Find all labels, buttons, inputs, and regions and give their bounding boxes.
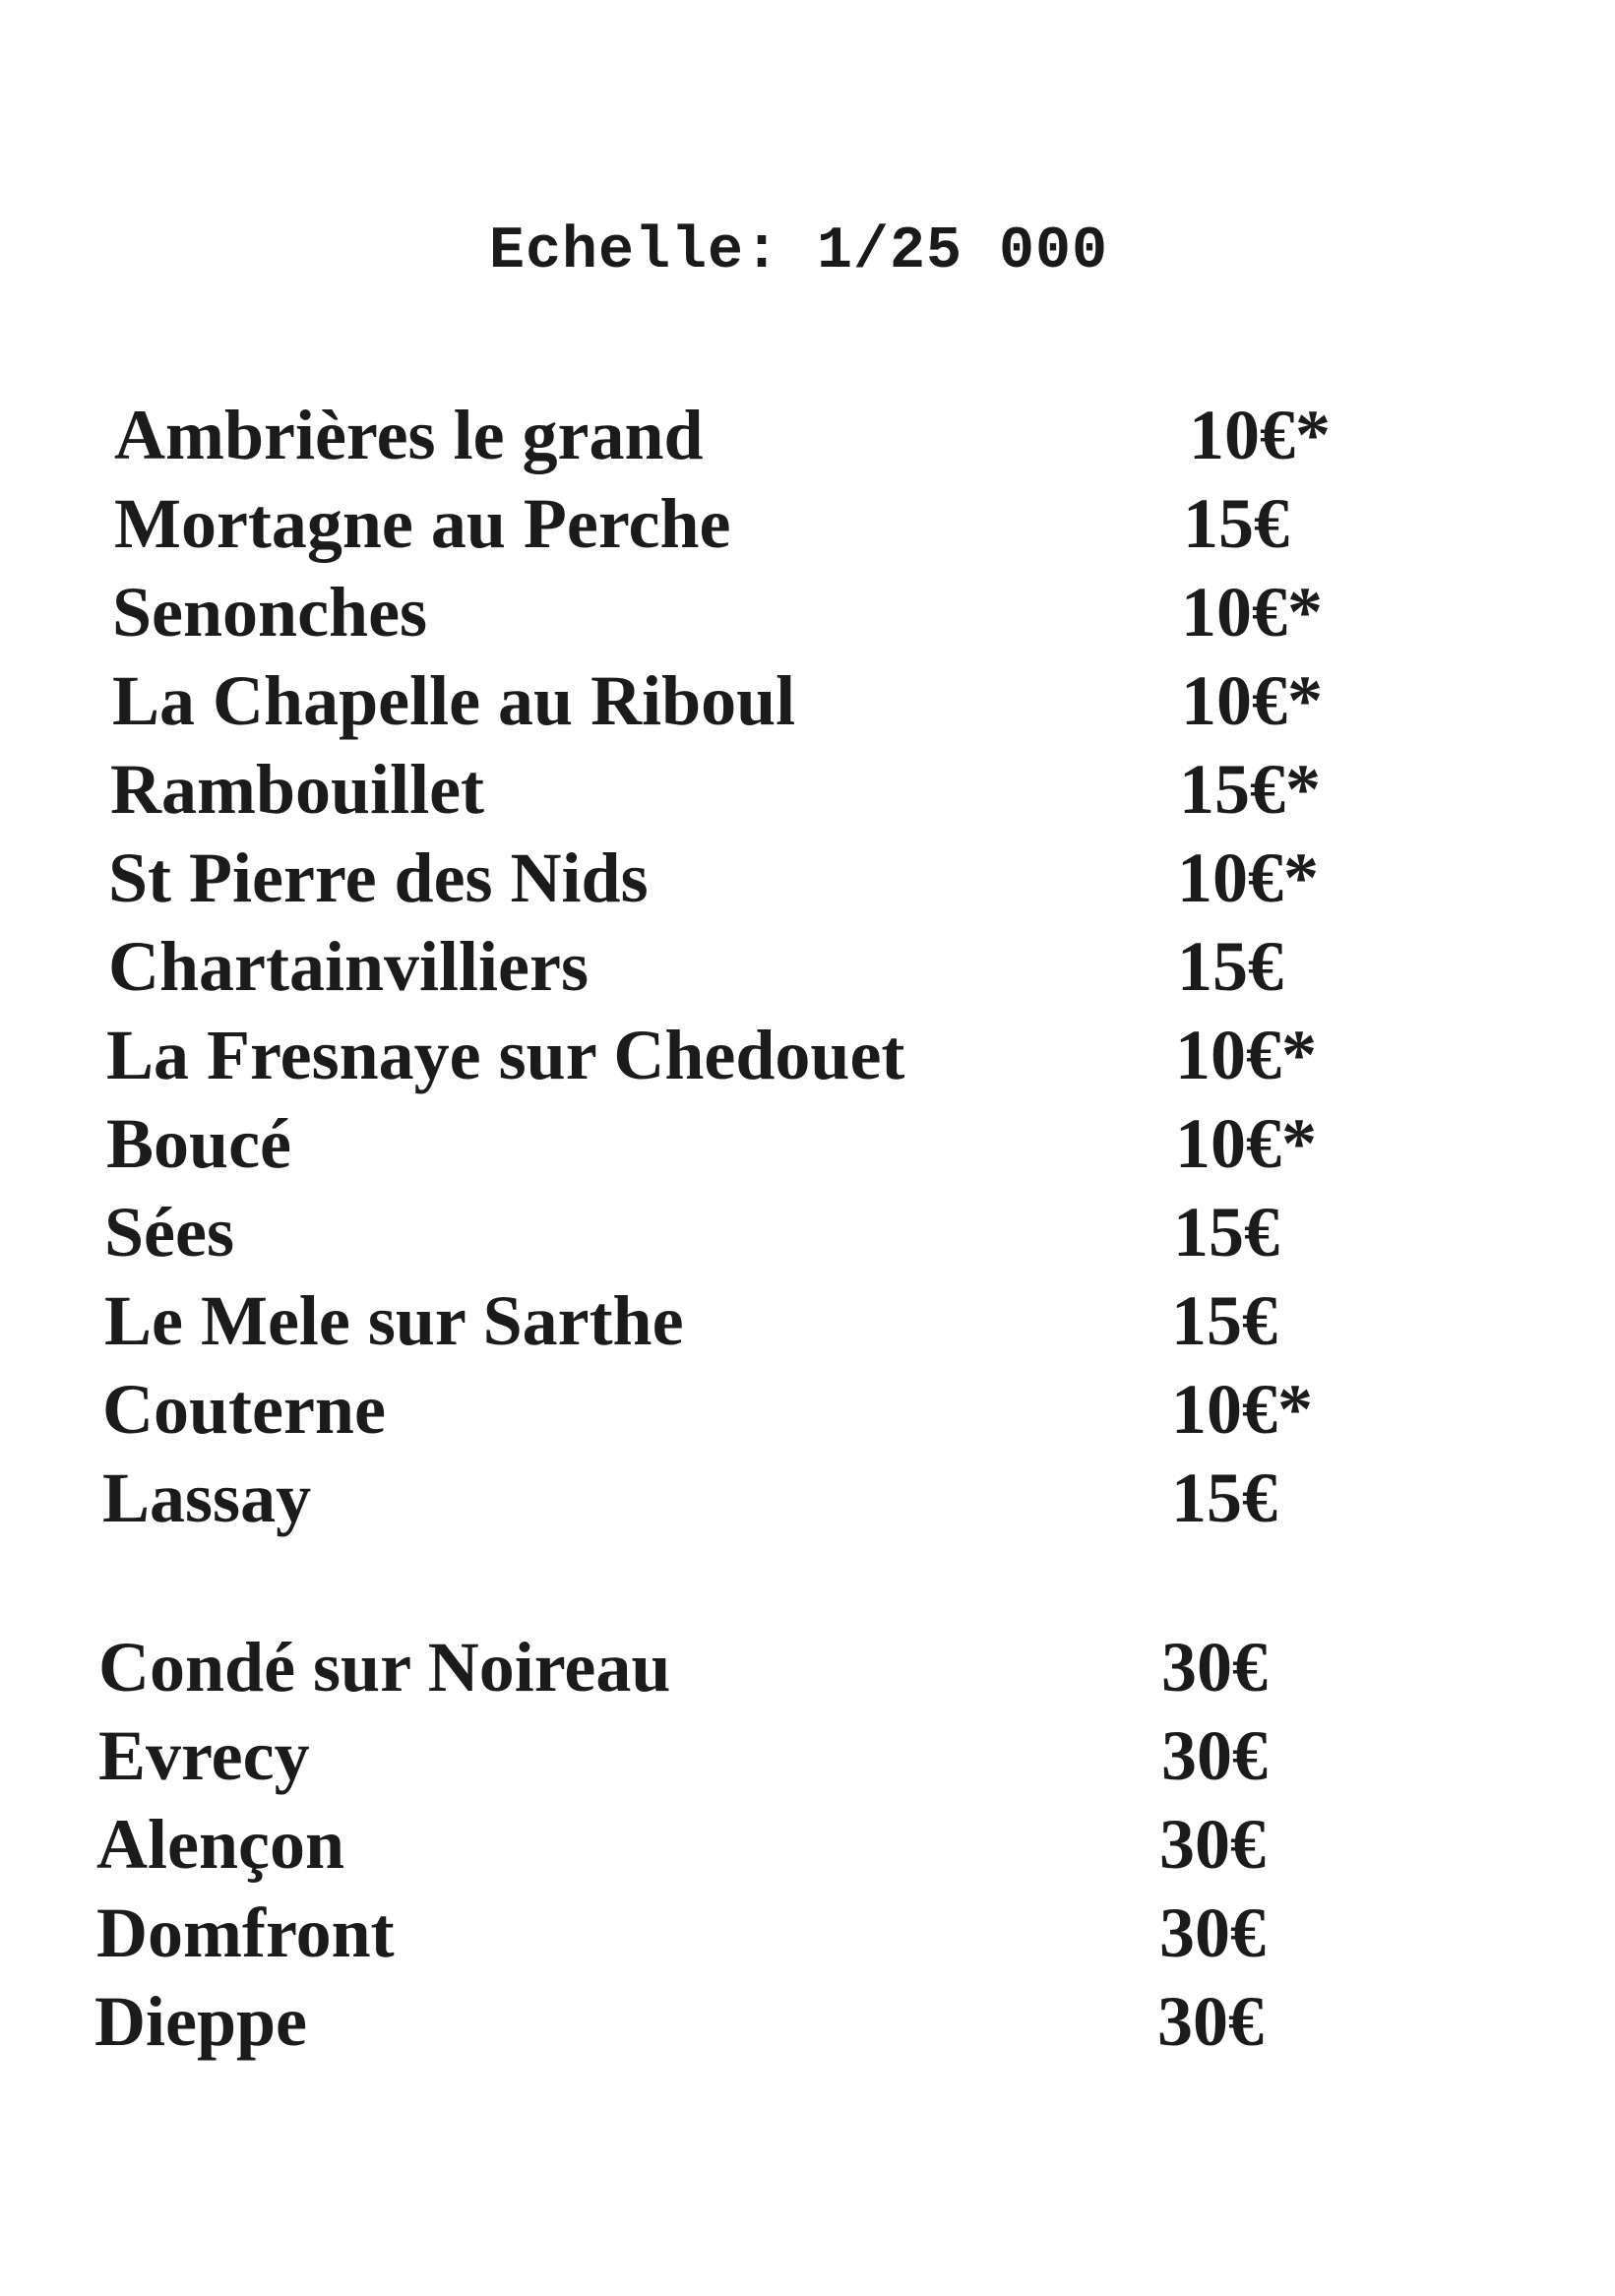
location-name: La Fresnaye sur Chedouet	[106, 1016, 905, 1094]
list-item	[112, 571, 1372, 653]
location-price: 30€	[1161, 1716, 1268, 1795]
list-item	[112, 659, 1372, 742]
location-price: 15€	[1171, 1281, 1277, 1360]
location-name: Mortagne au Perche	[114, 484, 731, 563]
list-item	[114, 482, 1374, 565]
location-name: Condé sur Noireau	[98, 1628, 671, 1706]
location-price: 30€	[1159, 1893, 1266, 1972]
location-name: Couterne	[102, 1370, 386, 1449]
location-name: Domfront	[96, 1893, 395, 1972]
list-item	[106, 1102, 1366, 1185]
location-price: 10€*	[1175, 1016, 1317, 1094]
location-name: La Chapelle au Riboul	[112, 661, 796, 740]
location-price: 15€	[1173, 1193, 1279, 1272]
location-name: Le Mele sur Sarthe	[104, 1281, 684, 1360]
list-item	[108, 837, 1368, 919]
list-item	[108, 925, 1368, 1008]
location-price: 15€	[1183, 484, 1289, 563]
list-item	[104, 1279, 1364, 1362]
location-price: 10€*	[1189, 396, 1331, 474]
location-price: 10€*	[1181, 661, 1323, 740]
location-price: 10€*	[1171, 1370, 1313, 1449]
location-name: Evrecy	[98, 1716, 310, 1795]
location-price: 30€	[1157, 1982, 1264, 2061]
location-name: Ambrières le grand	[114, 396, 704, 474]
list-item	[98, 1714, 1358, 1797]
location-name: Chartainvilliers	[108, 927, 589, 1006]
location-price: 10€*	[1181, 573, 1323, 652]
location-name: Rambouillet	[110, 750, 485, 829]
list-item	[110, 748, 1370, 831]
location-name: Alençon	[96, 1805, 344, 1884]
list-item	[102, 1457, 1362, 1539]
location-name: Sées	[104, 1193, 234, 1272]
location-name: Boucé	[106, 1104, 291, 1183]
list-item	[104, 1191, 1364, 1273]
list-item	[106, 1014, 1366, 1096]
list-item	[114, 394, 1374, 476]
location-name: Senonches	[112, 573, 428, 652]
location-price: 30€	[1159, 1805, 1266, 1884]
location-price: 30€	[1161, 1628, 1268, 1706]
location-price: 15€*	[1179, 750, 1321, 829]
list-item	[102, 1368, 1362, 1451]
location-name: Lassay	[102, 1458, 312, 1537]
location-name: St Pierre des Nids	[108, 838, 649, 917]
list-item	[96, 1803, 1356, 1886]
location-price: 15€	[1177, 927, 1283, 1006]
location-price: 15€	[1171, 1458, 1277, 1537]
page-title: Echelle: 1/25 000	[488, 218, 1109, 285]
list-item	[94, 1980, 1354, 2063]
list-item	[96, 1892, 1356, 1974]
location-price: 10€*	[1175, 1104, 1317, 1183]
location-name: Dieppe	[94, 1982, 307, 2061]
location-price: 10€*	[1177, 838, 1319, 917]
list-item	[98, 1626, 1358, 1708]
